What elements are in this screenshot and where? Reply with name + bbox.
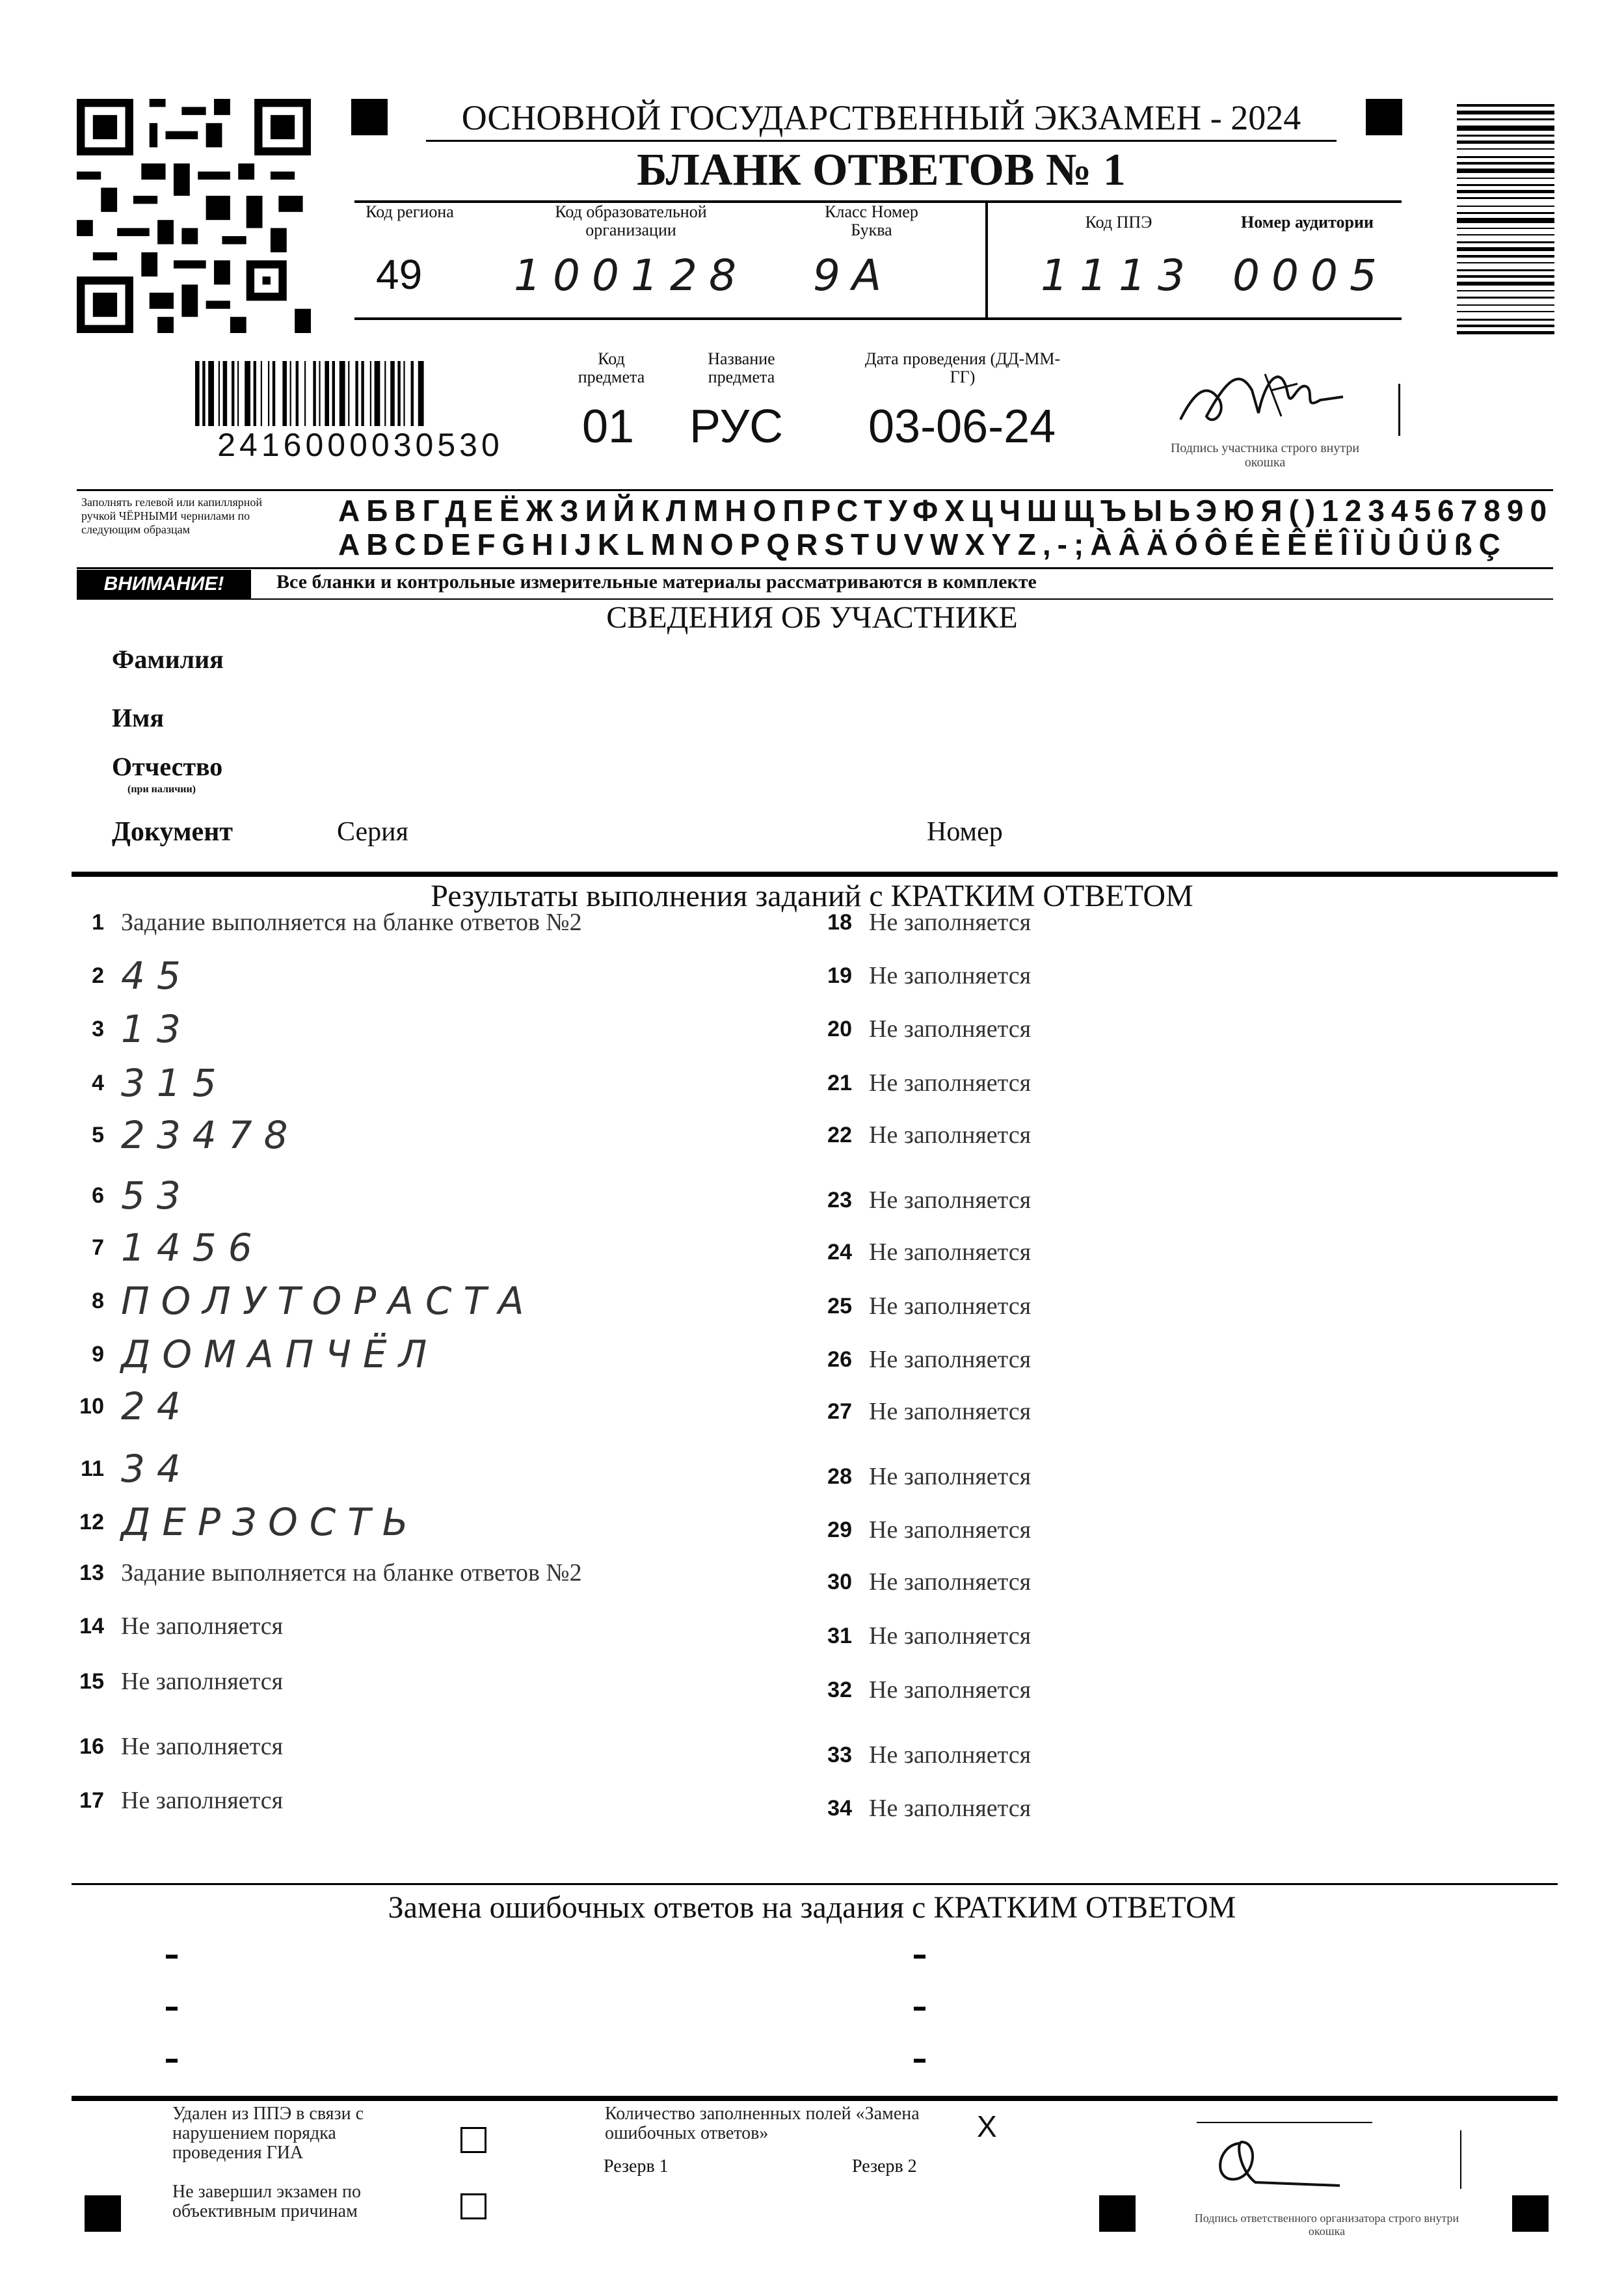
- answer-text: Не заполняется: [869, 1622, 1032, 1650]
- document-label: Документ: [112, 817, 233, 847]
- answer-row: [806, 1556, 1031, 1608]
- answer-row: [806, 1333, 1031, 1385]
- patronymic-note: (при наличии): [127, 784, 196, 795]
- surname-label: Фамилия: [112, 645, 224, 674]
- room-value: 0005: [1232, 250, 1389, 301]
- answer-number: 12: [79, 1509, 104, 1534]
- removed-checkbox[interactable]: [460, 2127, 486, 2153]
- answer-number: 25: [827, 1293, 852, 1319]
- answer-text: Не заполняется: [121, 1668, 284, 1695]
- answer-text: Не заполняется: [869, 1676, 1032, 1704]
- answer-handwritten: 1456: [121, 1225, 264, 1270]
- removed-label: Удален из ППЭ в связи с нарушением порядка проведения ГИА: [172, 2104, 364, 2163]
- staff-signature: [1210, 2130, 1359, 2202]
- answer-row: [806, 1504, 1031, 1556]
- corner-marker-bottom-mid: [1099, 2195, 1136, 2232]
- answer-text: Не заполняется: [869, 1015, 1032, 1043]
- warning-text: Все бланки и контрольные измерительные материалы рассматриваются в комплекте: [276, 571, 1037, 593]
- room-label: Номер аудитории: [1241, 213, 1374, 232]
- answer-text: Не заполняется: [869, 1186, 1032, 1214]
- reserve-2-label: Резерв 2: [852, 2156, 917, 2176]
- answer-row: [806, 896, 1031, 948]
- answer-text: Задание выполняется на бланке ответов №2: [121, 909, 582, 936]
- series-label: Серия: [337, 817, 408, 847]
- replacement-dash: [166, 1955, 178, 1959]
- ppe-value: 1113: [1041, 250, 1197, 301]
- class-label: Класс Номер Буква: [825, 202, 918, 239]
- replacement-dash: [166, 2059, 178, 2063]
- answer-text: Задание выполняется на бланке ответов №2: [121, 1559, 582, 1586]
- subject-code-label: Код предмета: [578, 349, 645, 386]
- warning-badge: ВНИМАНИЕ!: [77, 570, 251, 598]
- subject-name-label: Название предмета: [708, 349, 775, 386]
- replacement-title: Замена ошибочных ответов на задания с КРАТКИМ ОТВЕТОМ: [388, 1890, 1236, 1925]
- ppe-label: Код ППЭ: [1085, 213, 1152, 232]
- participant-section-title: СВЕДЕНИЯ ОБ УЧАСТНИКЕ: [606, 600, 1018, 635]
- answer-text: Не заполняется: [869, 1398, 1032, 1425]
- form-title: БЛАНК ОТВЕТОВ № 1: [637, 145, 1126, 195]
- staff-signature-caption: Подпись ответственного организатора строго внутри окошка: [1194, 2212, 1459, 2238]
- signature-caption: Подпись участника строго внутри окошка: [1170, 441, 1360, 470]
- replacement-count-label: Количество заполненных полей «Замена ошибочных ответов»: [605, 2104, 920, 2143]
- answer-row: [806, 1003, 1031, 1055]
- answer-number: 11: [81, 1456, 104, 1481]
- answer-row: [59, 950, 193, 1002]
- answer-number: 3: [92, 1016, 104, 1041]
- exam-title: ОСНОВНОЙ ГОСУДАРСТВЕННЫЙ ЭКЗАМЕН - 2024: [461, 98, 1301, 137]
- answer-number: 23: [827, 1187, 852, 1212]
- answer-text: Не заполняется: [869, 909, 1032, 936]
- answer-row: [59, 1275, 536, 1327]
- answer-number: 10: [79, 1393, 104, 1419]
- answer-number: 4: [92, 1070, 104, 1095]
- answer-handwritten: 45: [121, 954, 193, 998]
- replacement-count-value: X: [977, 2109, 997, 2143]
- answer-handwritten: ДЕРЗОСТЬ: [121, 1500, 420, 1544]
- corner-marker-top-left: [351, 99, 388, 135]
- answer-number: 2: [92, 963, 104, 988]
- answer-text: Не заполняется: [121, 1733, 284, 1760]
- subject-name-value: РУС: [689, 401, 784, 453]
- answer-row: [59, 1655, 283, 1707]
- answer-handwritten: 23478: [121, 1113, 300, 1157]
- answer-handwritten: ДОМАПЧЁЛ: [121, 1332, 439, 1376]
- answer-handwritten: 53: [121, 1173, 193, 1218]
- sample-row-cyrillic: АБВГДЕЁЖЗИЙКЛМНОПРСТУФХЦЧШЩЪЫЬЭЮЯ()1234567890: [338, 494, 1554, 528]
- qr-code: [77, 99, 311, 333]
- answer-row: [806, 1451, 1031, 1503]
- answer-number: 8: [92, 1288, 104, 1313]
- answer-text: Не заполняется: [869, 1069, 1032, 1097]
- answer-number: 29: [827, 1517, 852, 1542]
- answer-number: 26: [827, 1346, 852, 1372]
- answer-text: Не заполняется: [869, 1516, 1032, 1544]
- answer-row: [59, 1774, 283, 1827]
- answer-number: 28: [827, 1464, 852, 1489]
- patronymic-label: Отчество: [112, 752, 223, 781]
- answer-number: 18: [827, 909, 852, 935]
- answer-handwritten: 24: [121, 1384, 193, 1428]
- answer-row: [59, 1222, 264, 1274]
- answer-row: [806, 1226, 1031, 1278]
- answer-text: Не заполняется: [869, 1463, 1032, 1490]
- answer-row: [59, 1443, 193, 1495]
- answer-handwritten: 34: [121, 1447, 193, 1491]
- answer-number: 27: [827, 1399, 852, 1424]
- replacement-dash: [914, 1955, 925, 1959]
- answer-row: [59, 1170, 193, 1222]
- answer-text: Не заполняется: [869, 1741, 1032, 1769]
- class-value: 9А: [813, 250, 894, 301]
- exam-date-value: 03-06-24: [868, 401, 1056, 453]
- answer-row: [59, 1003, 193, 1055]
- region-value: 49: [376, 251, 423, 298]
- number-label: Номер: [927, 817, 1003, 847]
- answer-number: 1: [92, 909, 104, 935]
- sample-instruction: Заполнять гелевой или капиллярной ручкой ЧЁРНЫМИ чернилами по следующим образцам: [81, 496, 262, 536]
- answer-number: 22: [827, 1122, 852, 1147]
- sample-row-latin: ABCDEFGHIJKLMNOPQRSTUVWXYZ,-;ÀÂÄÓÔÉÈÊËÎÏÙÛÜßÇ: [338, 528, 1507, 561]
- exam-date-label: Дата проведения (ДД-ММ-ГГ): [864, 349, 1061, 386]
- answer-text: Не заполняется: [869, 1292, 1032, 1320]
- org-label: Код образовательной организации: [555, 202, 707, 239]
- answer-number: 32: [827, 1677, 852, 1702]
- corner-marker-bottom-right: [1512, 2195, 1549, 2232]
- answer-text: Не заполняется: [869, 1346, 1032, 1373]
- answer-row: [59, 896, 582, 948]
- answer-row: [59, 1600, 283, 1652]
- answer-number: 31: [827, 1623, 852, 1648]
- answer-number: 14: [79, 1613, 104, 1639]
- answer-text: Не заполняется: [869, 1238, 1032, 1266]
- answer-number: 20: [827, 1016, 852, 1041]
- answer-row: [59, 1057, 228, 1109]
- org-value: 100128: [514, 250, 748, 301]
- answer-row: [59, 1109, 300, 1161]
- answer-number: 30: [827, 1569, 852, 1594]
- answer-text: Не заполняется: [869, 962, 1032, 989]
- answer-number: 21: [827, 1070, 852, 1095]
- answer-number: 19: [827, 963, 852, 988]
- answer-number: 13: [79, 1560, 104, 1585]
- answer-number: 16: [79, 1733, 104, 1759]
- answer-handwritten: ПОЛУТОРАСТА: [121, 1279, 536, 1323]
- barcode-number: 2416000030530: [163, 426, 558, 464]
- answer-text: Не заполняется: [121, 1787, 284, 1814]
- answer-number: 7: [92, 1235, 104, 1260]
- answer-row: [806, 1280, 1031, 1332]
- answer-row: [59, 1496, 420, 1548]
- answer-text: Не заполняется: [869, 1795, 1032, 1822]
- answer-number: 15: [79, 1668, 104, 1694]
- answer-text: Не заполняется: [121, 1613, 284, 1640]
- reserve-1-label: Резерв 1: [604, 2156, 669, 2176]
- answer-row: [806, 1664, 1031, 1716]
- side-barcode: [1457, 104, 1554, 478]
- answer-number: 6: [92, 1183, 104, 1208]
- answer-row: [806, 1729, 1031, 1781]
- answer-row: [59, 1547, 582, 1599]
- answer-row: [59, 1720, 283, 1773]
- corner-marker-top-right: [1366, 99, 1402, 135]
- answer-number: 34: [827, 1795, 852, 1821]
- name-label: Имя: [112, 703, 164, 732]
- answer-row: [806, 1057, 1031, 1109]
- results-title: Результаты выполнения заданий с КРАТКИМ ОТВЕТОМ: [431, 879, 1193, 913]
- answer-row: [806, 1385, 1031, 1438]
- not-finished-checkbox[interactable]: [460, 2193, 486, 2219]
- answer-number: 9: [92, 1341, 104, 1367]
- participant-signature: [1167, 355, 1363, 439]
- answer-text: Не заполняется: [869, 1568, 1032, 1596]
- corner-marker-bottom-left: [85, 2195, 121, 2232]
- answer-number: 33: [827, 1742, 852, 1767]
- answer-number: 17: [79, 1787, 104, 1813]
- region-label: Код региона: [366, 202, 454, 221]
- answer-text: Не заполняется: [869, 1121, 1032, 1149]
- answer-number: 5: [92, 1122, 104, 1147]
- replacement-dash: [914, 2007, 925, 2011]
- replacement-dash: [914, 2059, 925, 2063]
- answer-number: 24: [827, 1239, 852, 1265]
- not-finished-label: Не завершил экзамен по объективным причинам: [172, 2182, 361, 2221]
- answer-row: [59, 1380, 193, 1432]
- replacement-dash: [166, 2007, 178, 2011]
- subject-code-value: 01: [582, 401, 635, 453]
- answer-row: [806, 1610, 1031, 1662]
- answer-row: [806, 1174, 1031, 1226]
- answer-row: [59, 1328, 438, 1380]
- answer-handwritten: 315: [121, 1061, 228, 1105]
- answer-row: [806, 950, 1031, 1002]
- answer-handwritten: 13: [121, 1007, 193, 1051]
- answer-row: [806, 1782, 1031, 1834]
- answer-row: [806, 1109, 1031, 1161]
